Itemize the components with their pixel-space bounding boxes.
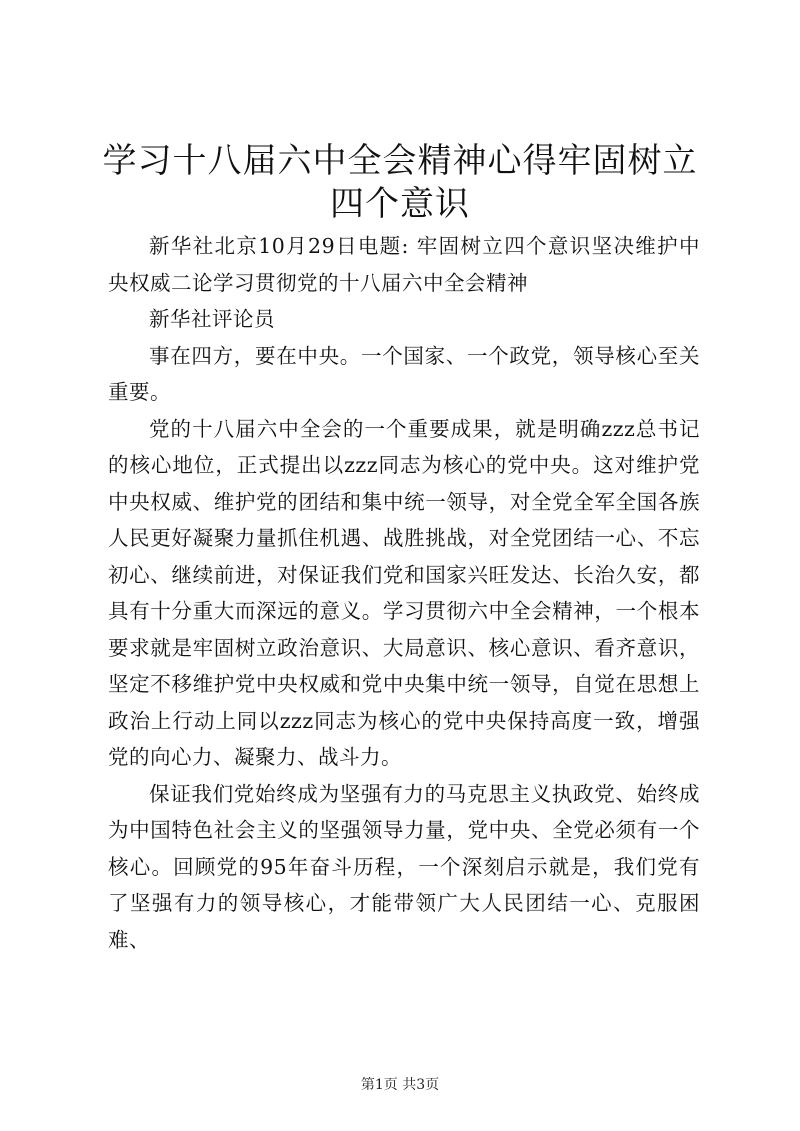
document-body <box>108 228 700 958</box>
page-footer: 第1页 共3页 <box>360 1077 440 1093</box>
body-paragraph: 保证我们党始终成为坚强有力的马克思主义执政党、始终成为中国特色社会主义的坚强领导力量，党中央、全党必须有一个核心。回顾党的95年奋斗历程，一个深刻启示就是，我们党有了坚强有力的领导核心，才能带领广大人民团结一心、克服困难、 <box>108 781 700 952</box>
document-title: 学习十八届六中全会精神心得牢固树立四个意识 <box>102 141 698 224</box>
body-paragraph: 事在四方，要在中央。一个国家、一个政党，领导核心至关重要。 <box>108 343 700 404</box>
body-paragraph: 党的十八届六中全会的一个重要成果，就是明确zzz总书记的核心地位，正式提出以zzz同志为核心的党中央。这对维护党中央权威、维护党的团结和集中统一领导，对全党全军全国各族人民更好凝聚力量抓住机遇、战胜挑战，对全党团结一心、不忘初心、继续前进，对保证我们党和国家兴旺发达、长治久安，都具有十分重大而深远的意义。学习贯彻六中全会精神，一个根本要求就是牢固树立政治意识、大局意识、核心意识、看齐意识，坚定不移维护党中央权威和党中央集中统一领导，自觉在思想上政治上行动上同以zzz同志为核心的党中央保持高度一致，增强党的向心力、凝聚力、战斗力。 <box>108 416 700 769</box>
dateline-paragraph: 新华社北京10月29日电题: 牢固树立四个意识坚决维护中央权威二论学习贯彻党的十八届六中全会精神 <box>108 234 700 295</box>
author-line: 新华社评论员 <box>149 307 275 331</box>
